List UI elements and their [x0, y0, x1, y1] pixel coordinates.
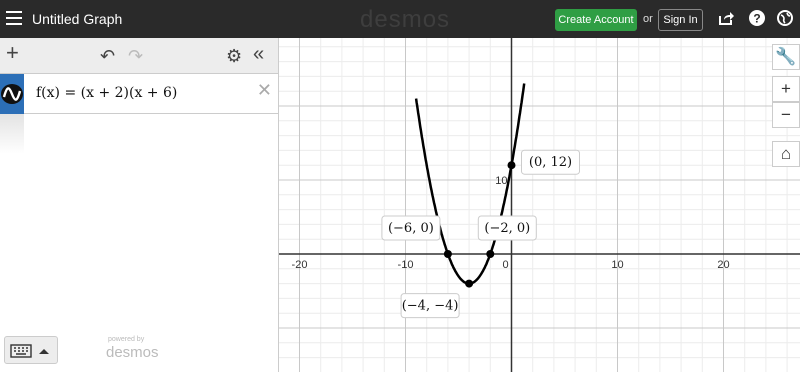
svg-text:?: ? [753, 11, 761, 26]
add-item-icon[interactable]: + [6, 40, 19, 65]
home-icon: ⌂ [780, 144, 792, 163]
desmos-logo: desmos [360, 6, 451, 33]
or-label: or [643, 13, 653, 25]
point-label-text: (−4, −4) [401, 298, 459, 314]
point-label-text: (−6, 0) [387, 221, 434, 236]
keyboard-toggle-button[interactable] [4, 336, 58, 364]
graph-settings-button[interactable] [772, 44, 800, 70]
point-label[interactable] [382, 216, 440, 240]
globe-icon[interactable] [777, 10, 793, 26]
plus-icon: + [781, 79, 791, 98]
graph-title[interactable]: Untitled Graph [32, 11, 123, 27]
default-view-button[interactable] [772, 141, 800, 167]
expression-latex[interactable]: f(x) = (x + 2)(x + 6) [36, 85, 178, 101]
close-icon[interactable]: ✕ [256, 80, 272, 100]
point-marker[interactable] [486, 250, 494, 258]
point-marker[interactable] [465, 280, 473, 288]
zoom-in-button[interactable] [772, 76, 800, 102]
zoom-out-button[interactable] [772, 102, 800, 128]
point-marker[interactable] [508, 161, 516, 169]
axes [279, 38, 800, 372]
powered-by-logo: desmos [106, 344, 159, 361]
collapse-panel-icon[interactable]: « [253, 43, 265, 65]
expression-toolbar [0, 38, 278, 74]
gear-icon[interactable]: ⚙ [226, 46, 243, 66]
minor-grid [279, 38, 800, 372]
sign-in-button[interactable]: Sign In [658, 9, 703, 31]
point-label-text: (0, 12) [528, 155, 573, 171]
expression-color-tab[interactable] [0, 74, 24, 114]
x-tick-label: -20 [291, 259, 308, 271]
point-label[interactable] [401, 294, 459, 318]
point-marker[interactable] [444, 250, 452, 258]
help-icon[interactable] [749, 10, 765, 26]
x-tick-label: -10 [397, 259, 414, 271]
undo-icon[interactable]: ↶ [100, 46, 116, 66]
point-label-text: (−2, 0) [484, 221, 531, 236]
share-icon[interactable] [718, 10, 734, 26]
empty-expression-row[interactable] [0, 114, 24, 154]
point-label[interactable] [522, 150, 580, 174]
major-grid [279, 38, 800, 372]
point-labels[interactable] [382, 150, 580, 317]
expression-panel [0, 38, 279, 372]
redo-icon[interactable]: ↷ [128, 46, 144, 66]
point-label[interactable] [478, 216, 536, 240]
keyboard-icon [5, 337, 59, 365]
minus-icon: − [781, 105, 791, 124]
curve-style-icon[interactable] [1, 84, 23, 104]
menu-icon[interactable] [6, 11, 22, 25]
create-account-button[interactable]: Create Account [555, 9, 637, 31]
expression-row[interactable] [0, 74, 278, 114]
x-tick-label: 20 [717, 259, 730, 271]
graph-paper[interactable] [279, 38, 800, 372]
top-bar [0, 0, 800, 38]
x-tick-label: 10 [611, 259, 624, 271]
y-tick-label: 10 [495, 175, 508, 187]
wrench-icon: 🔧 [775, 47, 797, 66]
x-tick-label: 0 [502, 259, 509, 271]
powered-by-label: powered by [108, 336, 145, 343]
